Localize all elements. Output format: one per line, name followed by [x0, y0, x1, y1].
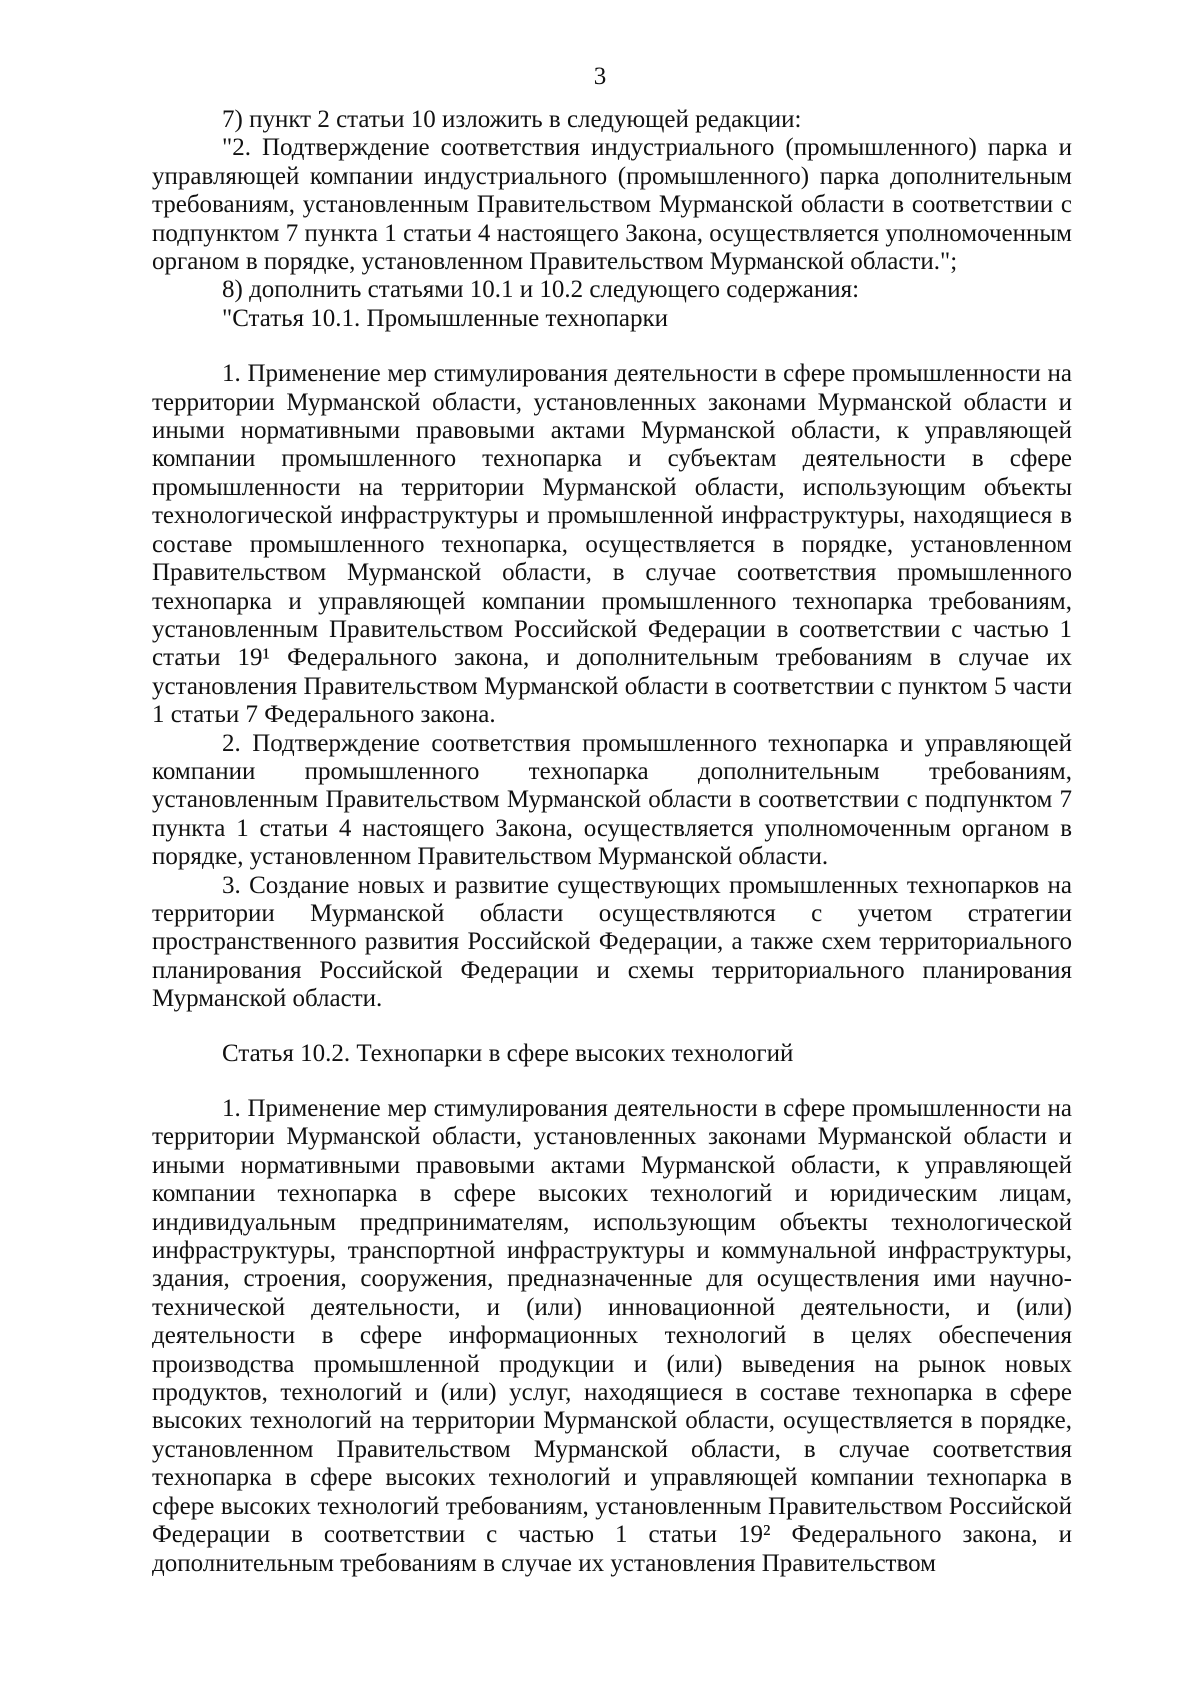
article-10-2-clause-1: 1. Применение мер стимулирования деятельности в сфере промышленности на территории Мурманской области, установленных законами Мурманской области и иными нормативными правовыми актами Мурманской области, к управляющей компании технопарка в сфере высоких технологий и юридическим лицам, индивидуальным предпринимателям, использующим объекты технологической инфраструктуры, транспортной инфраструктуры и коммунальной инфраструктуры, здания, строения, сооружения, предназначенные для осуществления ими научно-технической деятельности, и (или) инновационной деятельности, и (или) деятельности в сфере информационных технологий в целях обеспечения производства промышленной продукции и (или) выведения на рынок новых продуктов, технологий и (или) услуг, находящиеся в составе технопарка в сфере высоких технологий на территории Мурманской области, осуществляется в порядке, установленном Правительством Мурманской области, в случае соответствия технопарка в сфере высоких технологий и управляющей компании технопарка в сфере высоких технологий требованиям, установленным Правительством Российской Федерации в соответствии с частью 1 статьи 19² Федерального закона, и дополнительным требованиям в случае их установления Правительством	[152, 1095, 1072, 1577]
article-10-1-clause-1: 1. Применение мер стимулирования деятельности в сфере промышленности на территории Мурманской области, установленных законами Мурманской области и иными нормативными правовыми актами Мурманской области, к управляющей компании промышленного технопарка и субъектам деятельности в сфере промышленности на территории Мурманской области, использующим объекты технологической инфраструктуры и промышленной инфраструктуры, находящиеся в составе промышленного технопарка, осуществляется в порядке, установленном Правительством Мурманской области, в случае соответствия промышленного технопарка и управляющей компании промышленного технопарка требованиям, установленным Правительством Российской Федерации в соответствии с частью 1 статьи 19¹ Федерального закона, и дополнительным требованиям в случае их установления Правительством Мурманской области в соответствии с пунктом 5 части 1 статьи 7 Федерального закона.	[152, 360, 1072, 729]
article-10-1-heading: "Статья 10.1. Промышленные технопарки	[222, 304, 669, 332]
article-10-2-heading: Статья 10.2. Технопарки в сфере высоких технологий	[222, 1039, 794, 1067]
article-10-1-clause-2: 2. Подтверждение соответствия промышленного технопарка и управляющей компании промышленного технопарка дополнительным требованиям, установленным Правительством Мурманской области в соответствии с подпунктом 7 пункта 1 статьи 4 настоящего Закона, осуществляется уполномоченным органом в порядке, установленном Правительством Мурманской области.	[152, 729, 1072, 871]
article-10-1-clause-3: 3. Создание новых и развитие существующих промышленных технопарков на территории Мурманской области осуществляются с учетом стратегии пространственного развития Российской Федерации, а также схем территориального планирования Российской Федерации и схемы территориального планирования Мурманской области.	[152, 871, 1072, 1013]
document-body	[152, 106, 1072, 1578]
amendment-item-7: 7) пункт 2 статьи 10 изложить в следующей редакции:	[222, 106, 802, 133]
page-number: 3	[593, 63, 607, 90]
article-10-clause-2-text: "2. Подтверждение соответствия индустриального (промышленного) парка и управляющей компании индустриального (промышленного) парка дополнительным требованиям, установленным Правительством Мурманской области в соответствии с подпунктом 7 пункта 1 статьи 4 настоящего Закона, осуществляется уполномоченным органом в порядке, установленном Правительством Мурманской области.";	[152, 134, 1072, 276]
amendment-item-8: 8) дополнить статьями 10.1 и 10.2 следующего содержания:	[222, 276, 860, 304]
